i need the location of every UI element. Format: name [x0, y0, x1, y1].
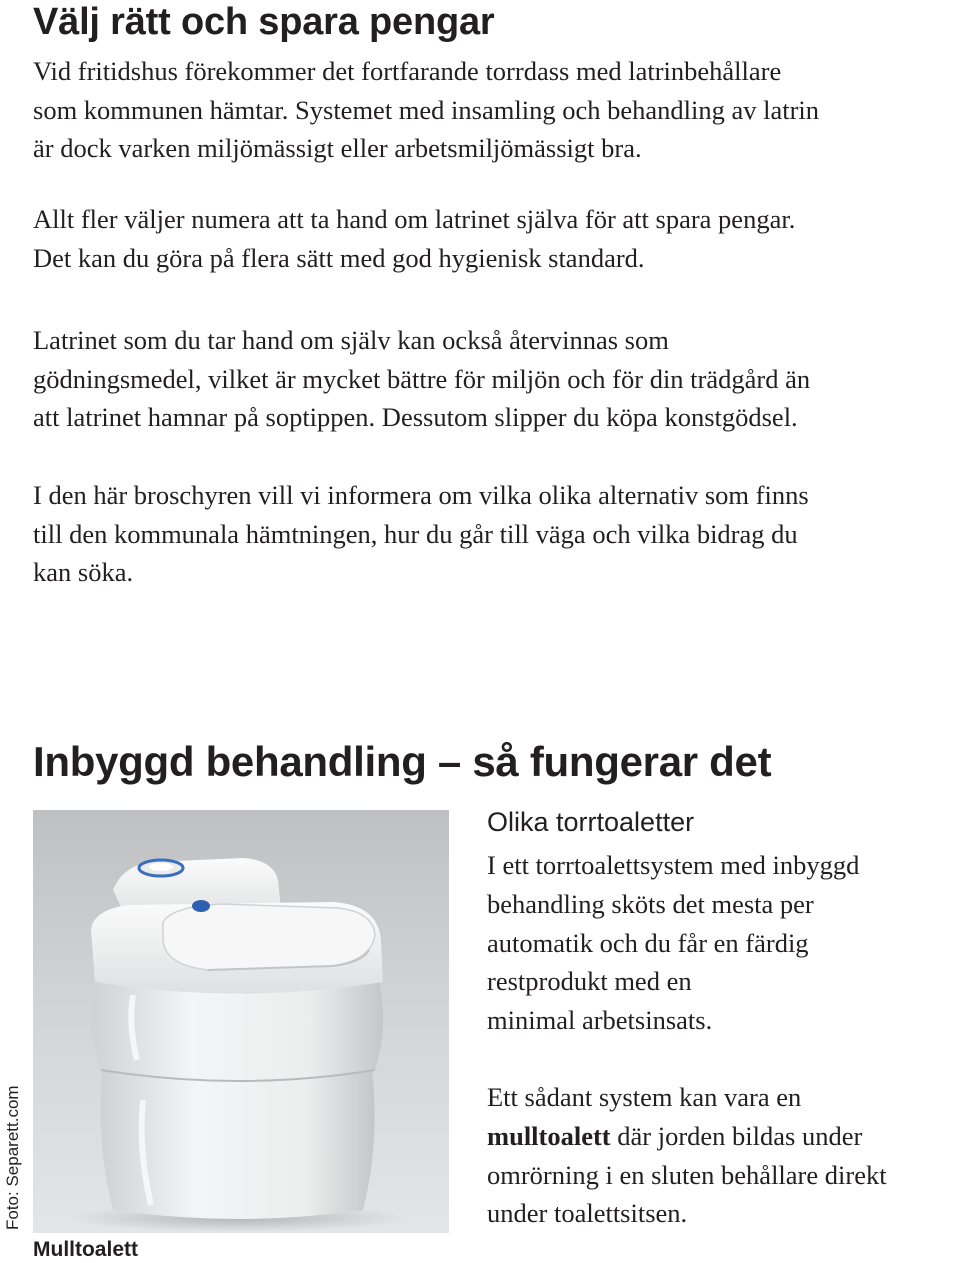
bold-term: mulltoalett [487, 1120, 611, 1151]
photo-caption: Mulltoalett [33, 1238, 138, 1261]
text-line: behandling sköts det mesta per [487, 888, 814, 919]
text-line: I ett torrtoalettsystem med inbyggd [487, 850, 860, 880]
text-line: omrörning i en sluten behållare direkt [487, 1159, 887, 1190]
text-line: Latrinet som du tar hand om själv kan också återvinnas som [33, 325, 669, 355]
text-line: restprodukt med en [487, 966, 692, 997]
text-line: kan söka. [33, 557, 134, 587]
text-line: Vid fritidshus förekommer det fortfarande torrdass med latrinbehållare [33, 56, 782, 86]
text-line: gödningsmedel, vilket är mycket bättre för miljön och för din trädgård än [33, 363, 811, 394]
page-heading: Välj rätt och spara pengar [33, 1, 495, 43]
text-line: Allt fler väljer numera att ta hand om latrinet själva för att spara pengar. [33, 204, 796, 234]
intro-paragraph-2 [33, 200, 933, 277]
text-line: Ett sådant system kan vara en [487, 1082, 802, 1112]
text-line: till den kommunala hämtningen, hur du går till väga och vilka bidrag du [33, 518, 798, 549]
right-paragraph-1 [487, 846, 957, 1040]
intro-paragraph-3 [33, 321, 933, 437]
intro-paragraph-4 [33, 476, 933, 592]
intro-paragraph-1 [33, 52, 933, 168]
text-line [487, 1117, 957, 1156]
text-fragment: där jorden bildas under [610, 1120, 863, 1151]
section-heading: Inbyggd behandling – så fungerar det [33, 738, 772, 785]
text-line: minimal arbetsinsats. [487, 1005, 713, 1036]
text-line: Det kan du göra på flera sätt med god hygienisk standard. [33, 242, 645, 273]
right-paragraph-2 [487, 1078, 957, 1233]
text-line: I den här broschyren vill vi informera om vilka olika alternativ som finns [33, 480, 809, 510]
photo-credit: Foto: Separett.com [3, 1085, 22, 1230]
text-line: under toalettsitsen. [487, 1198, 688, 1229]
text-line: som kommunen hämtar. Systemet med insamling och behandling av latrin [33, 94, 820, 125]
toilet-illustration [33, 810, 449, 1233]
text-line: automatik och du får en färdig [487, 927, 809, 958]
text-line: är dock varken miljömässigt eller arbetsmiljömässigt bra. [33, 133, 642, 163]
subheading: Olika torrtoaletter [487, 807, 695, 837]
text-line: att latrinet hamnar på soptippen. Dessutom slipper du köpa konstgödsel. [33, 402, 798, 432]
toilet-photo [33, 810, 449, 1233]
